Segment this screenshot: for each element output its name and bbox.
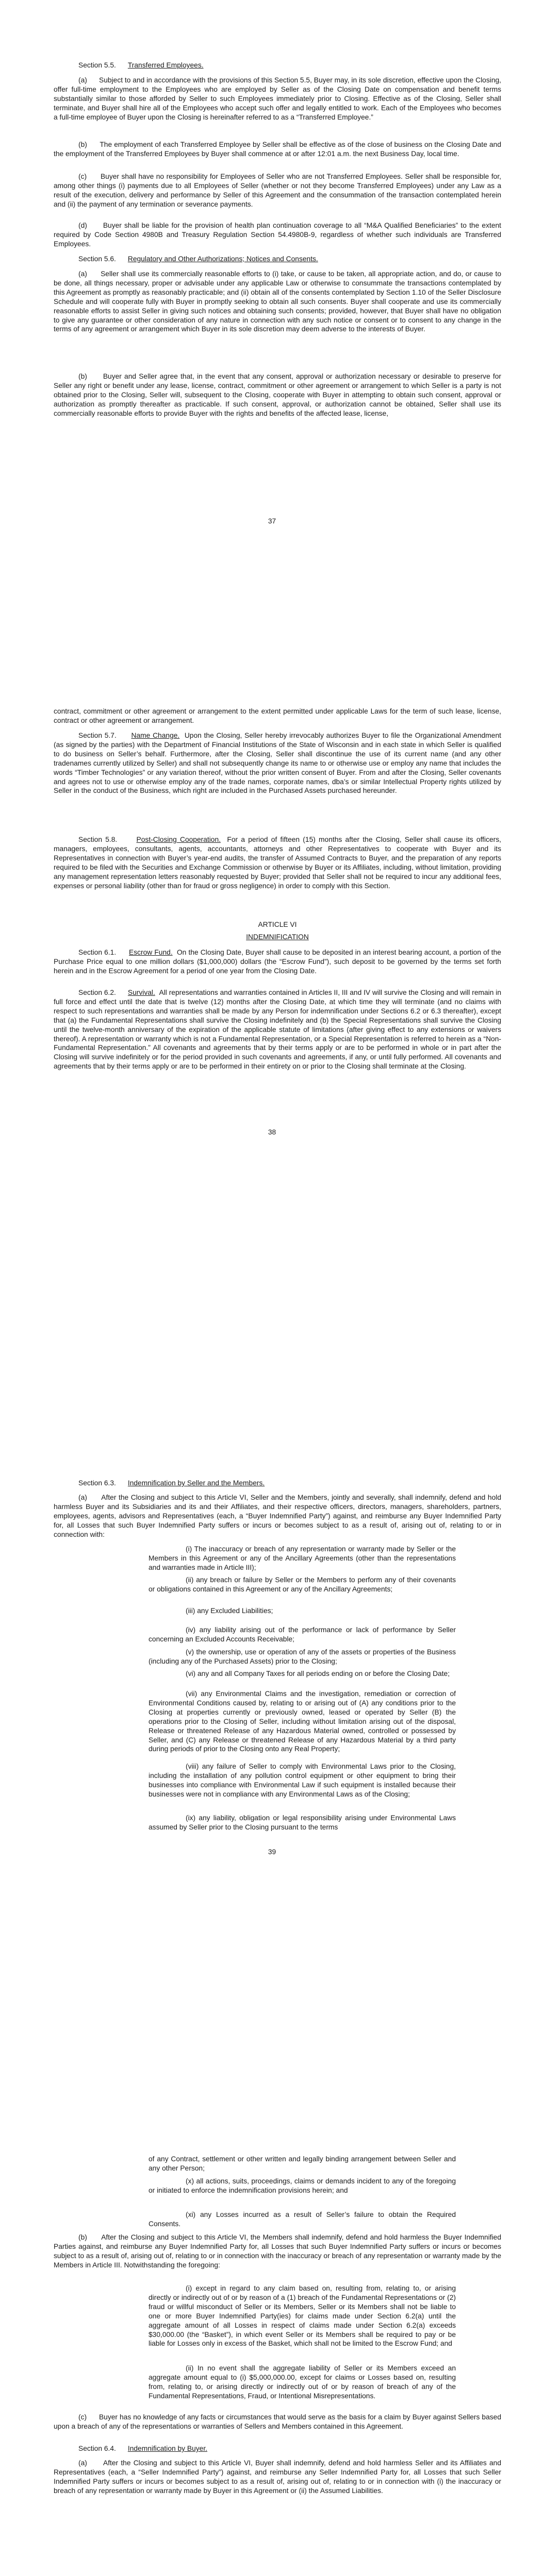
- list-item-iv: (iv) any liability arising out of the performance or lack of performance by Seller concerning an Excluded Accounts Receivable;: [149, 1626, 456, 1643]
- section-6-3-heading: Section 6.3. Indemnification by Seller and the Members.: [78, 1479, 265, 1487]
- section-6-3-c: (c) Buyer has no knowledge of any facts or circumstances that would serve as the basis for a claim by Buyer against Sellers based upon a breach of any of the representations or warranties of Sellers and Members contained in this Agreement.: [54, 2413, 501, 2430]
- page-number: 38: [268, 1128, 276, 1136]
- list-item-vi: (vi) any and all Company Taxes for all periods ending on or before the Closing Date;: [186, 1670, 450, 1677]
- list-item-ix: (ix) any liability, obligation or legal responsibility arising under Environmental Laws assumed by Seller prior to the Closing pursuant to the terms: [149, 1814, 456, 1831]
- section-6-3-b: (b) After the Closing and subject to this Article VI, the Members shall indemnify, defend and hold harmless the Buyer Indemnified Parties against, and reimburse any Buyer Indemnified Party for, all Losses that such Buyer Indemnified Party suffers or incurs or becomes subject to as a result of, arising out of, relating to or in connection with the inaccuracy or breach of any representation or warranty made by the Members in Article III. Notwithstanding the foregoing:: [54, 2233, 502, 2269]
- section-5-5-b: (b) The employment of each Transferred Employee by Seller shall be effective as of the close of business on the Closing Date and the employment of the Transferred Employees by Buyer shall commence at or after 12:01 a.m. the next Business Day, local time.: [54, 141, 502, 158]
- section-6-4-a: (a) After the Closing and subject to this Article VI, Buyer shall indemnify, defend and hold harmless Seller and its Affiliates and Representatives (each, a “Seller Indemnified Party”) against, and reimburse any Seller Indemnified Party for, all Losses that such Seller Indemnified Party suffers or incurs or becomes subject to as a result of, arising out of, relating to or in connection with (i) the inaccuracy or breach of any representation or warranty made by Buyer in this Agreement or (ii) the Assumed Liabilities.: [54, 2459, 501, 2495]
- section-5-8: Section 5.8. Post-Closing Cooperation. For a period of fifteen (15) months after the Closing, Seller shall cause its officers, managers, employees, consultants, agents, accountants, attorneys and other Representatives to cooperate with Buyer and its Representatives in connection with Buyer’s year-end audits, the transfer of Assumed Contracts to Buyer, and the preparation of any reports required to be filed with the Securities and Exchange Commission or otherwise by Buyer or its Affiliates, including, without limitation, providing any management representation letters reasonably requested by Buyer; provided that Seller shall not be required to incur any additional fees, expenses or personal liability (other than for fraud or gross negligence) in order to comply with this Section.: [54, 836, 501, 890]
- list-item-iii: (iii) any Excluded Liabilities;: [186, 1607, 273, 1615]
- article-number: ARTICLE VI: [258, 921, 297, 928]
- section-5-7: Section 5.7. Name Change. Upon the Closing, Seller hereby irrevocably authorizes Buyer to file the Organizational Amendment (as signed by the parties) with the Department of Financial Institutions of the State of Wisconsin and in each state in which Seller is qualified to do business on Seller’s behalf. Furthermore, after the Closing, Seller shall discontinue the use of its current name (and any other tradenames currently utilized by Seller) and shall not subsequently change its name to or otherwise use or employ any name that includes the words “Timber Technologies” or any variation thereof, without the prior written consent of Buyer. From and after the Closing, Seller covenants and agrees not to use or otherwise employ any of the trade names, corporate names, dba’s or similar Intellectual Property rights utilized by Seller in the conduct of the Business, which right are included in the Purchased Assets purchased hereunder.: [54, 732, 501, 795]
- list-item-ix-continued: of any Contract, settlement or other written and legally binding arrangement between Seller and any other Person;: [149, 2155, 456, 2172]
- list-item-ii: (ii) any breach or failure by Seller or the Members to perform any of their covenants or obligations contained in this Agreement or any of the Ancillary Agreements;: [149, 1576, 456, 1593]
- section-5-5-c: (c) Buyer shall have no responsibility for Employees of Seller who are not Transferred Employees. Seller shall be responsible for, among other things (i) payments due to all Employees of Seller (whether or not they become Transferred Employees) under any Law as a result of the execution, delivery and performance by Seller of this Agreement and the consummation of the transaction contemplated herein and (ii) the payment of any termination or severance payments.: [54, 173, 501, 208]
- continuation-text: contract, commitment or other agreement or arrangement to the extent permitted under applicable Laws for the term of such lease, license, contract or other agreement or arrangement.: [54, 707, 501, 724]
- section-6-2: Section 6.2. Survival. All representations and warranties contained in Articles II, III and IV will survive the Closing and will remain in full force and effect until the date that is twelve (12) months after the Closing Date, at which time they will terminate (and no claims with respect to such representations and warranties shall be made by any Person for indemnification under Sections 6.2 or 6.3 thereafter), except that (a) the Fundamental Representations shall survive the Closing indefinitely and (b) the Special Representations shall survive the Closing until the twelve-month anniversary of the expiration of the applicable statute of limitations (after giving effect to any extensions or waivers thereof). A representation or warranty which is not a Fundamental Representation, or a Special Representation is referred to herein as a “Non-Fundamental Representation.” All covenants and agreements that by their terms apply or are to be performed in whole or in part after the Closing will survive indefinitely or for the period provided in such covenants and agreements, if any, or until fully performed. All covenants and agreements that by their terms apply or are to be performed in their entirety on or prior to the Closing shall terminate at the Closing.: [54, 989, 501, 1071]
- page-number: 37: [268, 517, 276, 525]
- list-item-x: (x) all actions, suits, proceedings, claims or demands incident to any of the foregoing or initiated to enforce the indemnification provisions herein; and: [149, 2177, 456, 2194]
- section-5-5-heading: Section 5.5. Transferred Employees.: [78, 61, 204, 69]
- list-item-v: (v) the ownership, use or operation of any of the assets or properties of the Business (including any of the Purchased Assets) prior to the Closing;: [149, 1648, 456, 1665]
- article-title: INDEMNIFICATION: [246, 933, 309, 941]
- list-item-vii: (vii) any Environmental Claims and the investigation, remediation or correction of Environmental Conditions caused by, relating to or arising out of (A) any conditions prior to the Closing at properties currently or previously owned, leased or operated by Seller (B) the operations prior to the Closing of Seller, including without limitation arising out of the disposal, Release or threatened Release of any Hazardous Material owned, controlled or possessed by Seller, and (C) any Release or threatened Release of any Hazardous Material by a third party during periods of prior to the Closing onto any Real Property;: [149, 1690, 456, 1753]
- section-5-5-d: (d) Buyer shall be liable for the provision of health plan continuation coverage to all “M&A Qualified Beneficiaries” to the extent required by Code Section 4980B and Treasury Regulation Section 54.4980B-9, regardless of whether such individuals are Transferred Employees.: [54, 222, 502, 248]
- list-item-i: (i) The inaccuracy or breach of any representation or warranty made by Seller or the Members in this Agreement or any of the Ancillary Agreements (other than the representations and warranties made in Article III);: [149, 1545, 456, 1571]
- section-5-6-a: (a) Seller shall use its commercially reasonable efforts to (i) take, or cause to be taken, all appropriate action, and do, or cause to be done, all things necessary, proper or advisable under any applicable Law or otherwise to consummate the transactions contemplated by this Agreement as promptly as reasonably practicable; and (ii) obtain all of the consents contemplated by Section 1.10 of the Seller Disclosure Schedule and will cooperate fully with Buyer in promptly seeking to obtain all such consents. Buyer shall cooperate and use its commercially reasonable efforts to assist Seller in giving such notices and obtaining such consents; provided, however, that Buyer shall have no obligation to give any guarantee or other consideration of any nature in connection with any such notice or consent or to consent to any change in the terms of any agreement or arrangement which Buyer in its sole discretion may deem adverse to the interests of Buyer.: [54, 270, 501, 333]
- section-5-6-heading: Section 5.6. Regulatory and Other Authorizations; Notices and Consents.: [78, 255, 318, 263]
- section-6-4-heading: Section 6.4. Indemnification by Buyer.: [78, 2445, 208, 2452]
- section-5-5-a: (a) Subject to and in accordance with the provisions of this Section 5.5, Buyer may, in its sole discretion, effective upon the Closing, offer full-time employment to the Employees who are employed by Seller as of the Closing Date on compensation and benefit terms substantially similar to those afforded by Seller to such Employees immediately prior to Closing. Effective as of the Closing, Seller shall terminate, and Buyer shall hire all of the Employees who accept such offer and legally entitled to work. Each of the Employees who becomes a full-time employee of Buyer upon the Closing is hereinafter referred to as a “Transferred Employee.”: [54, 76, 502, 121]
- list-item-xi: (xi) any Losses incurred as a result of Seller’s failure to obtain the Required Consents.: [149, 2211, 456, 2228]
- list-item-b-ii: (ii) In no event shall the aggregate liability of Seller or its Members exceed an aggregate amount equal to (i) $5,000,000.00, except for claims or Losses based on, resulting from, relating to, or arising directly or indirectly out of or by reason of breach of any of the Fundamental Representations, Fraud, or Intentional Misrepresentations.: [149, 2364, 456, 2400]
- list-item-viii: (viii) any failure of Seller to comply with Environmental Laws prior to the Closing, including the installation of any pollution control equipment or other equipment to bring their businesses into compliance with Environmental Law if such equipment is installed because their businesses were not in compliance with any Environmental Laws as of the Closing;: [149, 1762, 456, 1798]
- section-5-6-b: (b) Buyer and Seller agree that, in the event that any consent, approval or authorization necessary or desirable to preserve for Seller any right or benefit under any lease, license, contract, commitment or other agreement or arrangement to which Seller is a party is not obtained prior to the Closing, Seller will, subsequent to the Closing, cooperate with Buyer in attempting to obtain such consent, approval or authorization as promptly thereafter as practicable. If such consent, approval, or authorization cannot be obtained, Seller shall use its commercially reasonable efforts to provide Buyer with the rights and benefits of the affected lease, license,: [54, 372, 502, 417]
- list-item-b-i: (i) except in regard to any claim based on, resulting from, relating to, or arising directly or indirectly out of or by reason of a (1) breach of the Fundamental Representations or (2) fraud or willful misconduct of Seller or its Members, Seller or its Members shall not be liable to one or more Buyer Indemnified Party(ies) for claims made under Section 6.2(a) until the aggregate amount of all Losses in respect of claims made under Section 6.2(a) exceeds $30,000.00 (the “Basket”), in which event Seller or its Members shall be required to pay or be liable for Losses only in excess of the Basket, which shall not be limited to the Escrow Fund; and: [149, 2284, 456, 2348]
- section-6-1: Section 6.1. Escrow Fund. On the Closing Date, Buyer shall cause to be deposited in an interest bearing account, a portion of the Purchase Price equal to one million dollars ($1,000,000) dollars (the “Escrow Fund”), such deposit to be governed by the terms set forth herein and in the Escrow Agreement for a period of one year from the Closing Date.: [54, 948, 501, 975]
- section-6-3-a: (a) After the Closing and subject to this Article VI, Seller and the Members, jointly and severally, shall indemnify, defend and hold harmless Buyer and its Subsidiaries and its and their Affiliates, and their respective officers, directors, managers, shareholders, partners, employees, agents, advisors and Representatives (each, a “Buyer Indemnified Party”) against, and reimburse any Buyer Indemnified Party for, all Losses that such Buyer Indemnified Party suffers or incurs or becomes subject to as a result of, arising out of, relating to or in connection with:: [54, 1494, 501, 1538]
- page-number: 39: [268, 1848, 276, 1856]
